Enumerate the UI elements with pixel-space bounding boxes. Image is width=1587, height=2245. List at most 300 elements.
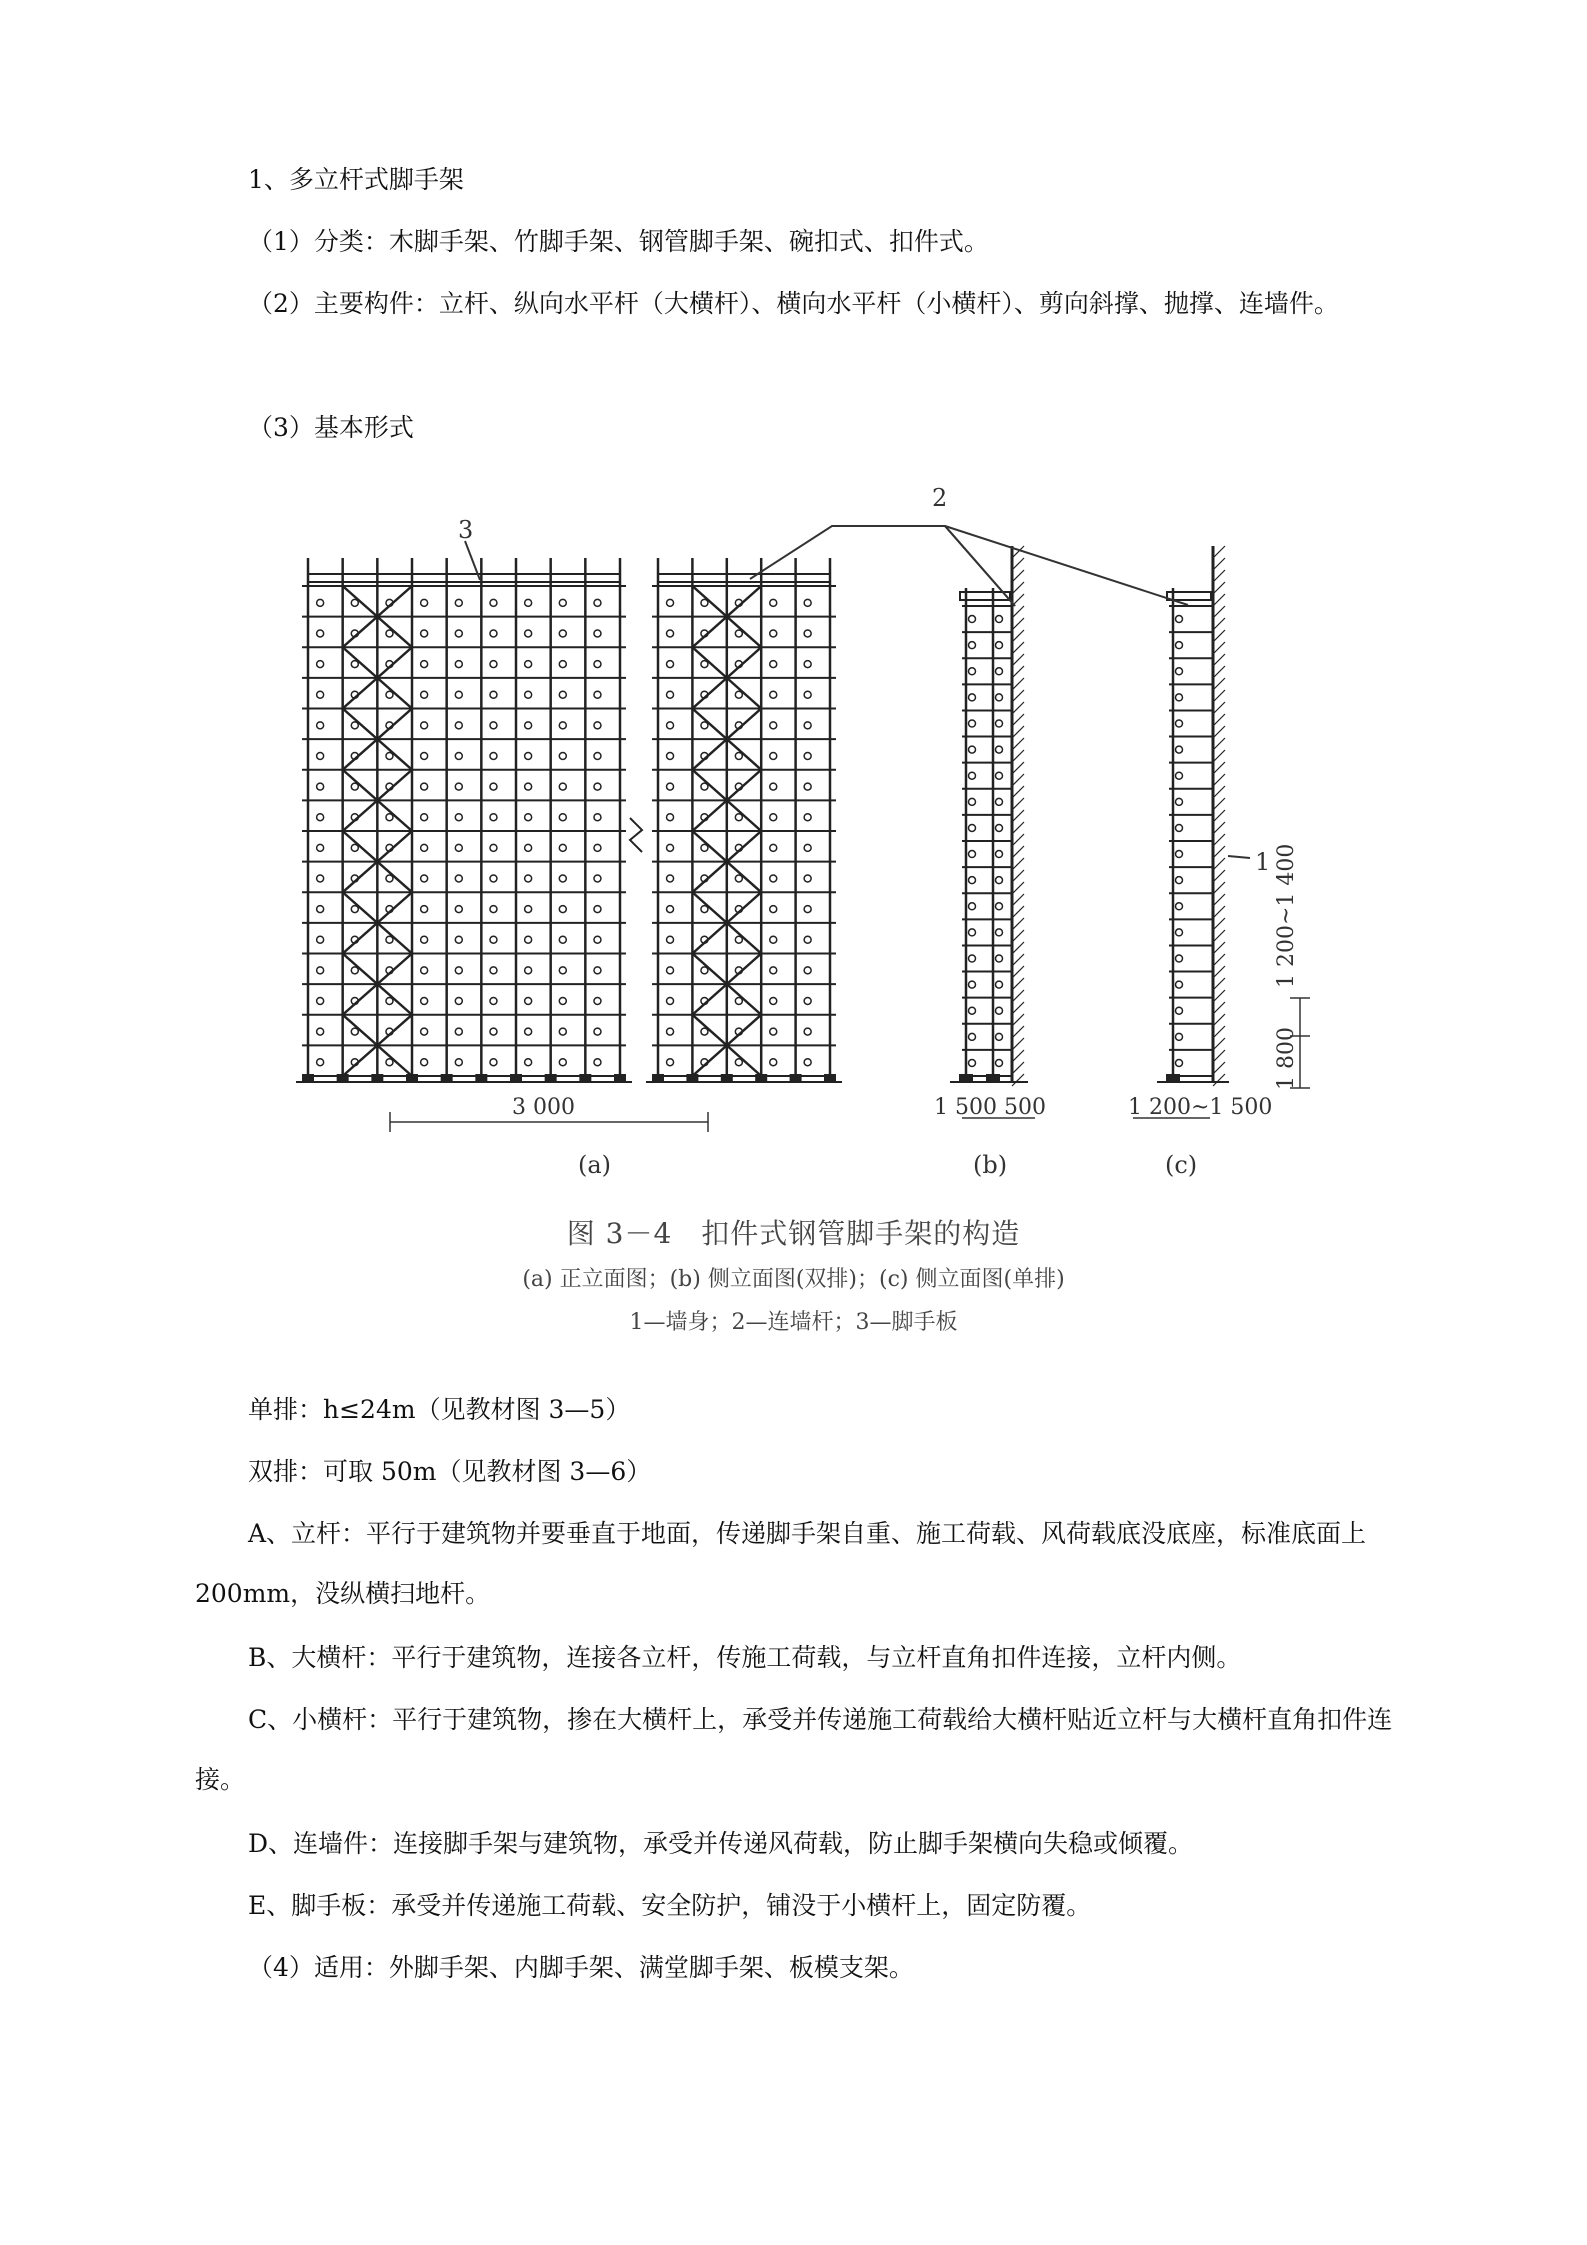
coupler — [667, 691, 674, 698]
coupler — [969, 851, 976, 858]
wall-hatch — [1213, 690, 1225, 702]
coupler — [317, 906, 324, 913]
wall-hatch — [1012, 582, 1024, 594]
coupler — [996, 720, 1003, 727]
coupler — [594, 630, 601, 637]
figure-caption-title: 图 3－4 扣件式钢管脚手架的构造 — [566, 1217, 1021, 1250]
coupler — [455, 1059, 462, 1066]
coupler — [317, 783, 324, 790]
wall-hatch — [1012, 666, 1024, 678]
coupler — [770, 783, 777, 790]
coupler — [594, 906, 601, 913]
wall-hatch — [1213, 1062, 1225, 1074]
wall-hatch — [1012, 894, 1024, 906]
wall-hatch — [1213, 558, 1225, 570]
coupler — [770, 1028, 777, 1035]
coupler — [969, 903, 976, 910]
coupler — [317, 630, 324, 637]
wall-hatch — [1213, 1038, 1225, 1050]
wall-hatch — [1012, 774, 1024, 786]
wall-hatch — [1213, 1002, 1225, 1014]
coupler — [525, 630, 532, 637]
coupler — [317, 599, 324, 606]
wall-hatch — [1012, 834, 1024, 846]
figure-caption-line1: (a) 正立面图；(b) 侧立面图(双排)；(c) 侧立面图(单排) — [522, 1267, 1065, 1292]
scaffold-board-band — [658, 574, 830, 582]
coupler — [969, 772, 976, 779]
paragraph-upright: A、立杆：平行于建筑物并要垂直于地面，传递脚手架自重、施工荷载、风荷载底没底座，标准底面上 200mm，没纵横扫地杆。 — [195, 1519, 1367, 1608]
wall-hatch — [1012, 762, 1024, 774]
wall-hatch — [1213, 870, 1225, 882]
coupler — [804, 691, 811, 698]
wall-hatch — [1012, 714, 1024, 726]
coupler — [559, 967, 566, 974]
wall-hatch — [1012, 738, 1024, 750]
wall-hatch — [1012, 654, 1024, 666]
coupler — [804, 661, 811, 668]
coupler — [421, 997, 428, 1004]
coupler — [667, 599, 674, 606]
wall-hatch — [1213, 954, 1225, 966]
coupler — [421, 722, 428, 729]
coupler — [804, 844, 811, 851]
coupler — [559, 1059, 566, 1066]
coupler — [455, 814, 462, 821]
coupler — [525, 814, 532, 821]
paragraph-scaffold-board: E、脚手板：承受并传递施工荷载、安全防护，铺没于小横杆上，固定防覆。 — [248, 1891, 1092, 1920]
coupler — [1176, 903, 1183, 910]
coupler — [559, 875, 566, 882]
dim-v1-text: 1 200~1 400 — [1274, 843, 1299, 988]
coupler — [969, 642, 976, 649]
coupler — [969, 798, 976, 805]
coupler — [667, 630, 674, 637]
coupler — [770, 722, 777, 729]
wall-hatch — [1213, 666, 1225, 678]
wall-hatch — [1012, 702, 1024, 714]
coupler — [996, 981, 1003, 988]
paragraph-application: （4）适用：外脚手架、内脚手架、满堂脚手架、板模支架。 — [248, 1953, 914, 1982]
coupler — [996, 772, 1003, 779]
wall-hatch — [1213, 714, 1225, 726]
coupler — [455, 630, 462, 637]
wall-hatch — [1012, 942, 1024, 954]
coupler — [317, 936, 324, 943]
coupler — [1176, 694, 1183, 701]
coupler — [996, 824, 1003, 831]
coupler — [490, 997, 497, 1004]
coupler — [594, 844, 601, 851]
wall-hatch — [1012, 642, 1024, 654]
coupler — [594, 1059, 601, 1066]
coupler — [317, 661, 324, 668]
coupler — [667, 967, 674, 974]
coupler — [969, 694, 976, 701]
wall-hatch — [1213, 930, 1225, 942]
coupler — [1176, 824, 1183, 831]
coupler — [667, 752, 674, 759]
break-mark — [630, 818, 642, 852]
coupler — [594, 1028, 601, 1035]
coupler — [770, 967, 777, 974]
wall-hatch — [1213, 606, 1225, 618]
coupler — [996, 929, 1003, 936]
wall-hatch — [1213, 702, 1225, 714]
coupler — [490, 783, 497, 790]
coupler — [490, 967, 497, 974]
wall-hatch — [1012, 846, 1024, 858]
coupler — [317, 722, 324, 729]
coupler — [421, 936, 428, 943]
coupler — [455, 599, 462, 606]
coupler — [490, 875, 497, 882]
coupler — [969, 1033, 976, 1040]
wall-hatch — [1213, 546, 1225, 558]
coupler — [969, 955, 976, 962]
coupler — [559, 906, 566, 913]
coupler — [455, 691, 462, 698]
wall-hatch — [1012, 1002, 1024, 1014]
wall-hatch — [1213, 1026, 1225, 1038]
coupler — [804, 906, 811, 913]
coupler — [455, 967, 462, 974]
wall-hatch — [1012, 798, 1024, 810]
coupler — [1176, 1059, 1183, 1066]
label-3: 3 — [458, 516, 474, 544]
wall-hatch — [1213, 738, 1225, 750]
coupler — [525, 997, 532, 1004]
leader-line-1 — [1228, 856, 1250, 858]
coupler — [594, 997, 601, 1004]
coupler — [1176, 798, 1183, 805]
coupler — [969, 746, 976, 753]
coupler — [996, 955, 1003, 962]
coupler — [421, 875, 428, 882]
coupler — [421, 1059, 428, 1066]
coupler — [525, 967, 532, 974]
wall-hatch — [1012, 978, 1024, 990]
coupler — [421, 967, 428, 974]
wall-hatch — [1213, 594, 1225, 606]
paragraph-main-components: （2）主要构件：立杆、纵向水平杆（大横杆）、横向水平杆（小横杆）、剪向斜撑、抛撑、连墙件。 — [248, 289, 1339, 318]
wall-hatch — [1213, 678, 1225, 690]
coupler — [490, 722, 497, 729]
coupler — [559, 844, 566, 851]
coupler — [667, 661, 674, 668]
coupler — [1176, 955, 1183, 962]
coupler — [455, 722, 462, 729]
coupler — [559, 661, 566, 668]
coupler — [804, 936, 811, 943]
paragraph-double-row: 双排：可取 50m（见教材图 3—6） — [248, 1457, 652, 1486]
coupler — [996, 903, 1003, 910]
wall-hatch — [1012, 678, 1024, 690]
wall-hatch — [1213, 642, 1225, 654]
wall-hatch — [1012, 1050, 1024, 1062]
coupler — [1176, 746, 1183, 753]
coupler — [594, 722, 601, 729]
subfig-c-label: (c) — [1165, 1151, 1198, 1179]
coupler — [525, 936, 532, 943]
wall-hatch — [1213, 570, 1225, 582]
coupler — [804, 875, 811, 882]
coupler — [969, 929, 976, 936]
wall-hatch — [1012, 606, 1024, 618]
figure-caption-line2: 1—墙身；2—连墙杆；3—脚手板 — [629, 1310, 958, 1335]
wall-hatch — [1012, 882, 1024, 894]
wall-hatch — [1213, 786, 1225, 798]
coupler — [996, 798, 1003, 805]
dim-b-text: 1 500 500 — [934, 1095, 1046, 1120]
coupler — [559, 691, 566, 698]
coupler — [667, 906, 674, 913]
coupler — [317, 844, 324, 851]
coupler — [490, 814, 497, 821]
subfig-a-label: (a) — [578, 1151, 612, 1179]
coupler — [770, 906, 777, 913]
wall-hatch — [1012, 690, 1024, 702]
wall-hatch — [1012, 786, 1024, 798]
wall-hatch — [1213, 810, 1225, 822]
coupler — [667, 783, 674, 790]
coupler — [804, 783, 811, 790]
coupler — [1176, 772, 1183, 779]
scaffold-figure — [290, 478, 1330, 1203]
wall-hatch — [1213, 1014, 1225, 1026]
coupler — [525, 906, 532, 913]
scaffold-board-band — [308, 574, 620, 582]
wall-hatch — [1012, 1062, 1024, 1074]
coupler — [969, 720, 976, 727]
wall-hatch — [1213, 978, 1225, 990]
wall-hatch — [1012, 870, 1024, 882]
coupler — [317, 997, 324, 1004]
coupler — [525, 722, 532, 729]
wall-hatch — [1012, 918, 1024, 930]
wall-hatch — [1012, 1014, 1024, 1026]
wall-hatch — [1012, 822, 1024, 834]
wall-hatch — [1213, 750, 1225, 762]
wall-hatch — [1213, 1050, 1225, 1062]
paragraph-single-row: 单排：h≤24m（见教材图 3—5） — [248, 1395, 631, 1424]
dim-a-text: 3 000 — [512, 1095, 575, 1120]
front-elevation-left-part — [296, 558, 642, 1082]
paragraph-ledger: B、大横杆：平行于建筑物，连接各立杆，传施工荷载，与立杆直角扣件连接，立杆内侧。 — [248, 1643, 1242, 1672]
wall-hatch — [1213, 882, 1225, 894]
wall-hatch — [1012, 570, 1024, 582]
coupler — [667, 997, 674, 1004]
coupler — [490, 630, 497, 637]
coupler — [804, 752, 811, 759]
coupler — [455, 906, 462, 913]
coupler — [421, 599, 428, 606]
coupler — [770, 752, 777, 759]
coupler — [667, 875, 674, 882]
wall-hatch — [1012, 558, 1024, 570]
coupler — [770, 844, 777, 851]
coupler — [969, 981, 976, 988]
coupler — [421, 1028, 428, 1035]
coupler — [490, 599, 497, 606]
paragraph-classification: （1）分类：木脚手架、竹脚手架、钢管脚手架、碗扣式、扣件式。 — [248, 227, 989, 256]
coupler — [455, 997, 462, 1004]
wall-hatch — [1213, 582, 1225, 594]
coupler — [455, 936, 462, 943]
coupler — [969, 668, 976, 675]
coupler — [804, 967, 811, 974]
coupler — [317, 875, 324, 882]
coupler — [455, 661, 462, 668]
coupler — [317, 814, 324, 821]
coupler — [594, 967, 601, 974]
wall-hatch — [1213, 834, 1225, 846]
wall-hatch — [1213, 1074, 1225, 1086]
coupler — [559, 1028, 566, 1035]
coupler — [996, 642, 1003, 649]
leader-line-2 — [750, 526, 1015, 606]
wall-hatch — [1213, 906, 1225, 918]
coupler — [490, 936, 497, 943]
coupler — [594, 875, 601, 882]
coupler — [996, 694, 1003, 701]
coupler — [594, 661, 601, 668]
side-elevation-double-row — [950, 546, 1028, 1086]
coupler — [559, 814, 566, 821]
coupler — [559, 997, 566, 1004]
coupler — [804, 1059, 811, 1066]
coupler — [421, 661, 428, 668]
coupler — [804, 1028, 811, 1035]
coupler — [667, 1028, 674, 1035]
coupler — [525, 844, 532, 851]
dim-v2-text: 1 800 — [1274, 1027, 1299, 1090]
coupler — [1176, 1007, 1183, 1014]
wall-hatch — [1213, 918, 1225, 930]
coupler — [1176, 642, 1183, 649]
coupler — [559, 783, 566, 790]
coupler — [594, 814, 601, 821]
coupler — [969, 1007, 976, 1014]
coupler — [317, 1028, 324, 1035]
coupler — [525, 1059, 532, 1066]
wall-hatch — [1213, 654, 1225, 666]
coupler — [421, 752, 428, 759]
coupler — [525, 752, 532, 759]
coupler — [804, 722, 811, 729]
coupler — [1176, 1033, 1183, 1040]
coupler — [1176, 668, 1183, 675]
coupler — [525, 691, 532, 698]
coupler — [525, 599, 532, 606]
coupler — [770, 599, 777, 606]
wall-hatch — [1012, 906, 1024, 918]
wall-hatch — [1213, 822, 1225, 834]
wall-hatch — [1213, 618, 1225, 630]
coupler — [455, 783, 462, 790]
coupler — [317, 967, 324, 974]
coupler — [1176, 929, 1183, 936]
coupler — [770, 875, 777, 882]
coupler — [317, 752, 324, 759]
coupler — [559, 722, 566, 729]
coupler — [667, 722, 674, 729]
wall-hatch — [1012, 1074, 1024, 1086]
coupler — [770, 661, 777, 668]
wall-hatch — [1012, 810, 1024, 822]
coupler — [317, 691, 324, 698]
wall-hatch — [1012, 858, 1024, 870]
coupler — [455, 875, 462, 882]
coupler — [421, 814, 428, 821]
side-elevation-single-row — [1157, 546, 1229, 1086]
coupler — [770, 814, 777, 821]
coupler — [770, 630, 777, 637]
coupler — [996, 877, 1003, 884]
coupler — [421, 906, 428, 913]
coupler — [667, 936, 674, 943]
coupler — [1176, 877, 1183, 884]
coupler — [490, 906, 497, 913]
coupler — [490, 1059, 497, 1066]
coupler — [667, 1059, 674, 1066]
coupler — [996, 668, 1003, 675]
wall-hatch — [1012, 990, 1024, 1002]
coupler — [421, 844, 428, 851]
coupler — [594, 936, 601, 943]
paragraph-wall-tie: D、连墙件：连接脚手架与建筑物，承受并传递风荷载，防止脚手架横向失稳或倾覆。 — [248, 1829, 1194, 1858]
wall-hatch — [1213, 894, 1225, 906]
coupler — [996, 616, 1003, 623]
wall-hatch — [1012, 750, 1024, 762]
section-heading: 1、多立杆式脚手架 — [248, 165, 464, 194]
coupler — [559, 630, 566, 637]
coupler — [490, 1028, 497, 1035]
coupler — [770, 691, 777, 698]
coupler — [996, 1059, 1003, 1066]
coupler — [594, 599, 601, 606]
wall-hatch — [1213, 858, 1225, 870]
scaffold-drawing — [290, 478, 1330, 1203]
coupler — [525, 1028, 532, 1035]
wall-hatch — [1213, 762, 1225, 774]
coupler — [804, 630, 811, 637]
coupler — [770, 1059, 777, 1066]
coupler — [421, 691, 428, 698]
front-elevation-right-part — [646, 558, 842, 1082]
coupler — [490, 691, 497, 698]
coupler — [594, 752, 601, 759]
wall-hatch — [1012, 726, 1024, 738]
coupler — [490, 752, 497, 759]
coupler — [969, 877, 976, 884]
paragraph-basic-form: （3）基本形式 — [248, 413, 414, 442]
coupler — [996, 1007, 1003, 1014]
coupler — [525, 875, 532, 882]
wall-hatch — [1213, 774, 1225, 786]
leader-line-2c — [945, 526, 1188, 605]
wall-hatch — [1012, 630, 1024, 642]
wall-hatch — [1213, 846, 1225, 858]
wall-hatch — [1213, 966, 1225, 978]
wall-hatch — [1012, 1038, 1024, 1050]
wall-hatch — [1012, 930, 1024, 942]
coupler — [525, 661, 532, 668]
subfig-b-label: (b) — [973, 1151, 1008, 1179]
wall-hatch — [1012, 618, 1024, 630]
coupler — [1176, 981, 1183, 988]
coupler — [667, 814, 674, 821]
coupler — [1176, 851, 1183, 858]
